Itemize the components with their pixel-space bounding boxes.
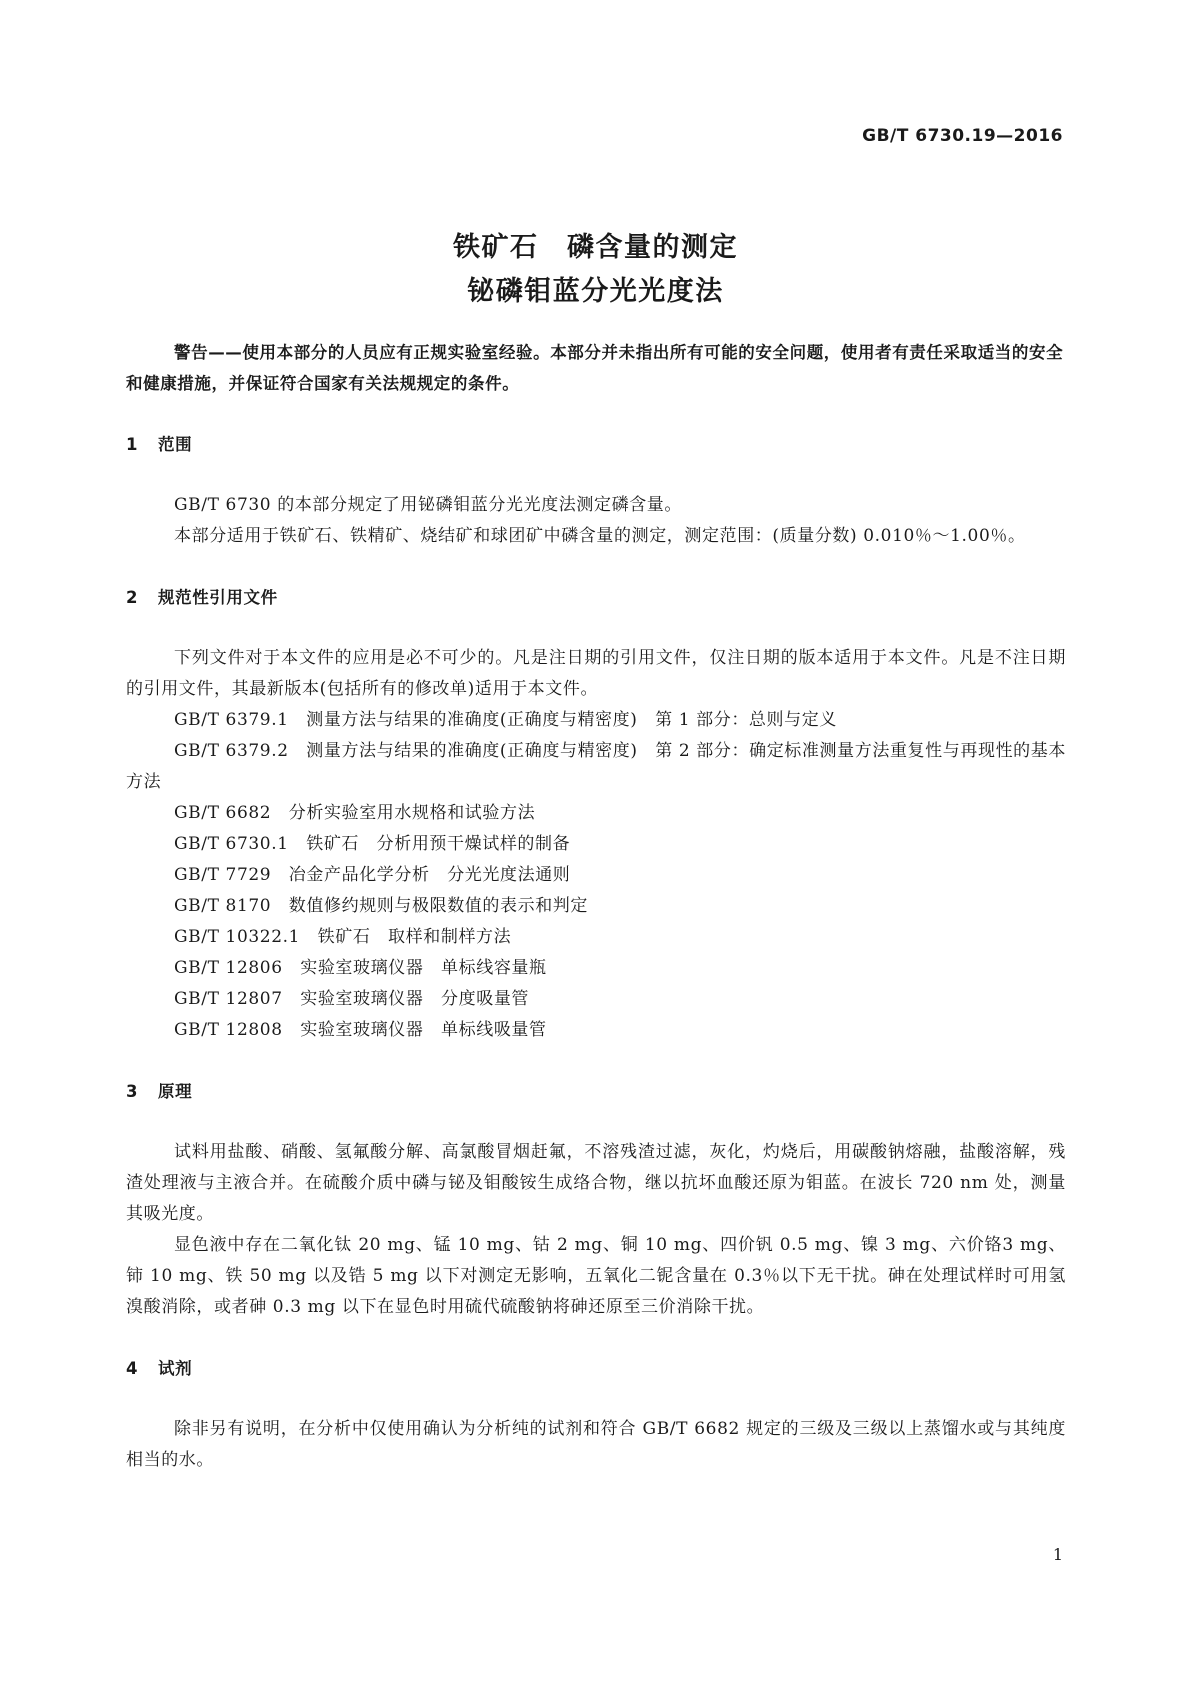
section-number: 4 <box>126 1359 139 1378</box>
principle-paragraph-1: 试料用盐酸、硝酸、氢氟酸分解、高氯酸冒烟赶氟，不溶残渣过滤，灰化，灼烧后，用碳酸钠熔融，盐酸溶解，残渣处理液与主液合并。在硫酸介质中磷与铋及钼酸铵生成络合物，继以抗坏血酸还原为钼蓝。在波长 720 nm 处，测量其吸光度。 <box>126 1142 1066 1224</box>
section-title: 范围 <box>158 435 193 454</box>
section-heading-reagents <box>126 1353 1066 1384</box>
reference-item: GB/T 8170 数值修约规则与极限数值的表示和判定 <box>174 896 589 916</box>
principle-paragraph-2: 显色液中存在二氧化钛 20 mg、锰 10 mg、钴 2 mg、铜 10 mg、四价钒 0.5 mg、镍 3 mg、六价铬3 mg、铈 10 mg、铁 50 mg 以及锆 5 mg 以下对测定无影响，五氧化二铌含量在 0.3％以下无干扰。砷在处理试样时可用氢溴酸消除，或者砷 0.3 mg 以下在显色时用硫代硫酸钠将砷还原至三价消除干扰。 <box>126 1235 1066 1317</box>
section-number: 1 <box>126 435 139 454</box>
section-title: 试剂 <box>158 1359 193 1378</box>
reference-item: GB/T 12807 实验室玻璃仪器 分度吸量管 <box>174 989 530 1009</box>
normative-intro: 下列文件对于本文件的应用是必不可少的。凡是注日期的引用文件，仅注日期的版本适用于本文件。凡是不注日期的引用文件，其最新版本(包括所有的修改单)适用于本文件。 <box>126 648 1066 699</box>
title-line-2: 铋磷钼蓝分光光度法 <box>467 276 724 307</box>
section-number: 3 <box>126 1082 139 1101</box>
reference-item: GB/T 6379.2 测量方法与结果的准确度(正确度与精密度) 第 2 部分：确定标准测量方法重复性与再现性的基本方法 <box>126 741 1066 792</box>
reference-item: GB/T 6379.1 测量方法与结果的准确度(正确度与精密度) 第 1 部分：总则与定义 <box>174 710 837 730</box>
title-line-1: 铁矿石 磷含量的测定 <box>453 232 738 263</box>
scope-paragraph-2: 本部分适用于铁矿石、铁精矿、烧结矿和球团矿中磷含量的测定，测定范围：(质量分数) 0.010％～1.00％。 <box>174 526 1026 546</box>
section-heading-scope <box>126 429 1066 460</box>
document-title <box>0 226 1191 314</box>
reference-item: GB/T 6730.1 铁矿石 分析用预干燥试样的制备 <box>174 834 571 854</box>
reagents-paragraph-1: 除非另有说明，在分析中仅使用确认为分析纯的试剂和符合 GB/T 6682 规定的三级及三级以上蒸馏水或与其纯度相当的水。 <box>126 1419 1066 1470</box>
reference-item: GB/T 12806 实验室玻璃仪器 单标线容量瓶 <box>174 958 547 978</box>
standard-number: GB/T 6730.19—2016 <box>862 126 1063 146</box>
reference-item: GB/T 12808 实验室玻璃仪器 单标线吸量管 <box>174 1020 547 1040</box>
reference-item: GB/T 6682 分析实验室用水规格和试验方法 <box>174 803 536 823</box>
scope-paragraph-1: GB/T 6730 的本部分规定了用铋磷钼蓝分光光度法测定磷含量。 <box>174 495 683 515</box>
reference-item: GB/T 7729 冶金产品化学分析 分光光度法通则 <box>174 865 571 885</box>
section-heading-principle <box>126 1076 1066 1107</box>
section-title: 规范性引用文件 <box>158 588 278 607</box>
warning-paragraph: 警告——使用本部分的人员应有正规实验室经验。本部分并未指出所有可能的安全问题，使用者有责任采取适当的安全和健康措施，并保证符合国家有关法规规定的条件。 <box>126 343 1064 393</box>
page-number: 1 <box>1052 1545 1063 1564</box>
section-heading-normative <box>126 582 1066 613</box>
document-body <box>126 337 1066 1476</box>
section-number: 2 <box>126 588 139 607</box>
reference-item: GB/T 10322.1 铁矿石 取样和制样方法 <box>174 927 512 947</box>
section-title: 原理 <box>158 1082 193 1101</box>
